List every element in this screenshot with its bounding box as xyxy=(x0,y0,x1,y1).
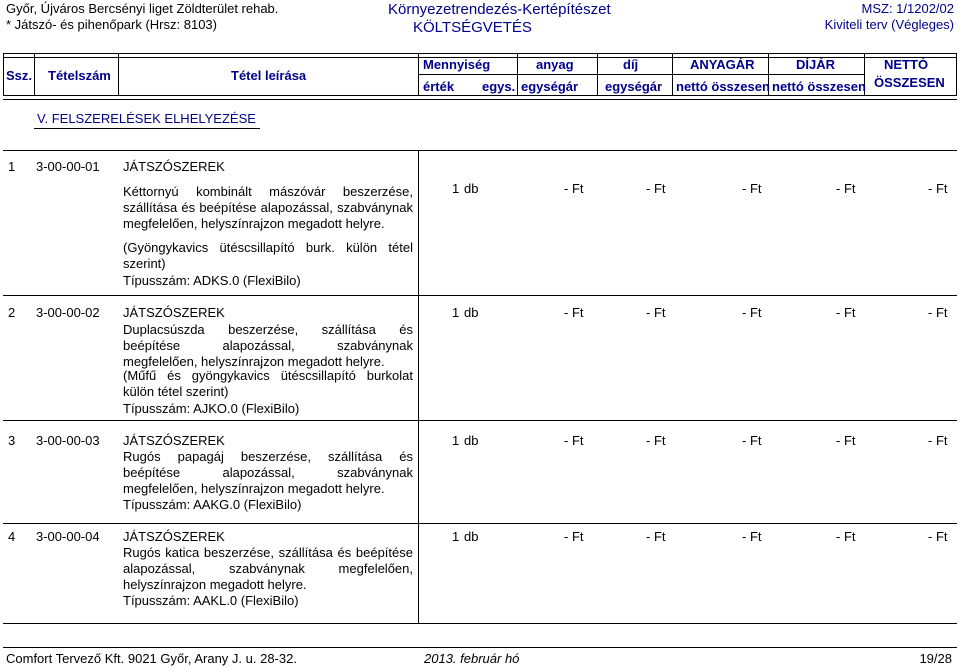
footer-company: Comfort Tervező Kft. 9021 Győr, Arany J. u. 28-32. xyxy=(6,651,297,666)
item-code: 3-00-00-02 xyxy=(36,305,100,320)
col-header-dij: díj xyxy=(623,57,639,72)
col-header-anyag: anyag xyxy=(536,57,574,72)
section-title-underline xyxy=(34,128,260,129)
item-qty: 1 xyxy=(452,433,460,448)
col-header-mennyiseg: Mennyiség xyxy=(423,57,491,72)
item-title: JÁTSZÓSZEREK xyxy=(123,159,225,174)
item-ssz: 3 xyxy=(8,433,16,448)
section-title: V. FELSZERELÉSEK ELHELYEZÉSE xyxy=(37,111,256,126)
item-title: JÁTSZÓSZEREK xyxy=(123,305,225,320)
item-qty: 1 xyxy=(452,305,460,320)
page-number: 19/28 xyxy=(919,651,952,666)
item-description: Duplacsúszda beszerzése, szállítása és beépítése alapozással, szabványnak megfelelően, helyszínrajzon megadott helyre. xyxy=(123,322,413,369)
row-divider xyxy=(418,295,419,420)
item-unit: db xyxy=(464,181,479,196)
document-number: MSZ: 1/1202/02 xyxy=(861,1,954,16)
item-type: Típusszám: ADKS.0 (FlexiBilo) xyxy=(123,273,301,288)
row-divider xyxy=(418,523,419,623)
row-top-rule xyxy=(3,150,957,151)
row-top-rule xyxy=(3,420,957,421)
header-bottom-rule xyxy=(3,95,957,100)
item-dijar: - Ft xyxy=(836,529,856,544)
item-title: JÁTSZÓSZEREK xyxy=(123,529,225,544)
item-qty: 1 xyxy=(452,181,460,196)
item-dij-price: - Ft xyxy=(646,433,666,448)
row-top-rule xyxy=(3,523,957,524)
item-anyag-price: - Ft xyxy=(564,181,584,196)
item-ssz: 4 xyxy=(8,529,16,544)
item-description: Kéttornyú kombinált mászóvár beszerzése, szállítása és beépítése alapozással, szabványnak megfelelően, helyszínrajzon megadott helyre. xyxy=(123,184,413,231)
plan-stage: Kiviteli terv (Végleges) xyxy=(824,17,954,32)
item-description-note: (Gyöngykavics ütéscsillapító burk. külön tétel szerint) xyxy=(123,240,413,271)
item-type: Típusszám: AAKG.0 (FlexiBilo) xyxy=(123,497,302,512)
footer-rule xyxy=(3,647,957,648)
item-code: 3-00-00-04 xyxy=(36,529,100,544)
table-bottom-rule xyxy=(3,623,957,624)
item-anyagar: - Ft xyxy=(742,433,762,448)
item-anyagar: - Ft xyxy=(742,529,762,544)
item-anyagar: - Ft xyxy=(742,181,762,196)
item-ssz: 2 xyxy=(8,305,16,320)
item-netto: - Ft xyxy=(928,529,948,544)
item-anyag-price: - Ft xyxy=(564,529,584,544)
row-divider xyxy=(418,420,419,523)
project-name: Győr, Újváros Bercsényi liget Zöldterület rehab. xyxy=(6,1,279,16)
item-description: Rugós papagáj beszerzése, szállítása és beépítése alapozással, szabványnak megfelelően, helyszínrajzon megadott helyre. xyxy=(123,449,413,496)
col-divider xyxy=(3,53,4,95)
item-type: Típusszám: AJKO.0 (FlexiBilo) xyxy=(123,401,300,416)
item-dijar: - Ft xyxy=(836,181,856,196)
col-header-anyagar-sub: nettó összesen xyxy=(676,79,770,94)
item-type: Típusszám: AAKL.0 (FlexiBilo) xyxy=(123,593,299,608)
item-netto: - Ft xyxy=(928,181,948,196)
col-header-egys: egys. xyxy=(482,79,516,94)
item-dijar: - Ft xyxy=(836,433,856,448)
item-unit: db xyxy=(464,433,479,448)
col-header-dijar-sub: nettó összesen xyxy=(772,79,866,94)
item-netto: - Ft xyxy=(928,305,948,320)
item-code: 3-00-00-03 xyxy=(36,433,100,448)
col-header-anyagar: ANYAGÁR xyxy=(690,57,755,72)
item-unit: db xyxy=(464,305,479,320)
col-divider xyxy=(34,53,35,95)
document-discipline: Környezetrendezés-Kertépítészet xyxy=(388,1,611,18)
item-dij-price: - Ft xyxy=(646,305,666,320)
item-netto: - Ft xyxy=(928,433,948,448)
item-title: JÁTSZÓSZEREK xyxy=(123,433,225,448)
col-header-netto: NETTÓ xyxy=(884,57,929,72)
row-divider xyxy=(418,150,419,295)
item-description-note: (Műfű és gyöngykavics ütéscsillapító burkolat külön tétel szerint) xyxy=(123,368,413,399)
col-header-ertek: érték xyxy=(423,79,455,94)
col-header-ssz: Ssz. xyxy=(6,68,33,83)
col-header-netto-sub: ÖSSZESEN xyxy=(874,75,945,90)
col-header-anyag-sub: egységár xyxy=(521,79,579,94)
item-ssz: 1 xyxy=(8,159,16,174)
col-header-tetelszam: Tételszám xyxy=(48,68,111,83)
col-header-leiras: Tétel leírása xyxy=(231,68,307,83)
col-header-dijar: DÍJÁR xyxy=(796,57,836,72)
item-dij-price: - Ft xyxy=(646,181,666,196)
col-header-dij-sub: egységár xyxy=(605,79,663,94)
header-mid-rule xyxy=(418,74,864,75)
footer-date: 2013. február hó xyxy=(424,651,520,666)
row-top-rule xyxy=(3,295,957,296)
item-anyag-price: - Ft xyxy=(564,305,584,320)
item-anyag-price: - Ft xyxy=(564,433,584,448)
item-unit: db xyxy=(464,529,479,544)
document-title: KÖLTSÉGVETÉS xyxy=(413,19,532,36)
item-dij-price: - Ft xyxy=(646,529,666,544)
item-dijar: - Ft xyxy=(836,305,856,320)
col-divider xyxy=(956,53,957,95)
item-anyagar: - Ft xyxy=(742,305,762,320)
project-subtitle: * Játszó- és pihenőpark (Hrsz: 8103) xyxy=(6,17,217,32)
item-description: Rugós katica beszerzése, szállítása és beépítése alapozással, szabványnak megfelelően, helyszínrajzon megadott helyre. xyxy=(123,545,413,592)
item-qty: 1 xyxy=(452,529,460,544)
item-code: 3-00-00-01 xyxy=(36,159,100,174)
col-divider xyxy=(118,53,119,95)
